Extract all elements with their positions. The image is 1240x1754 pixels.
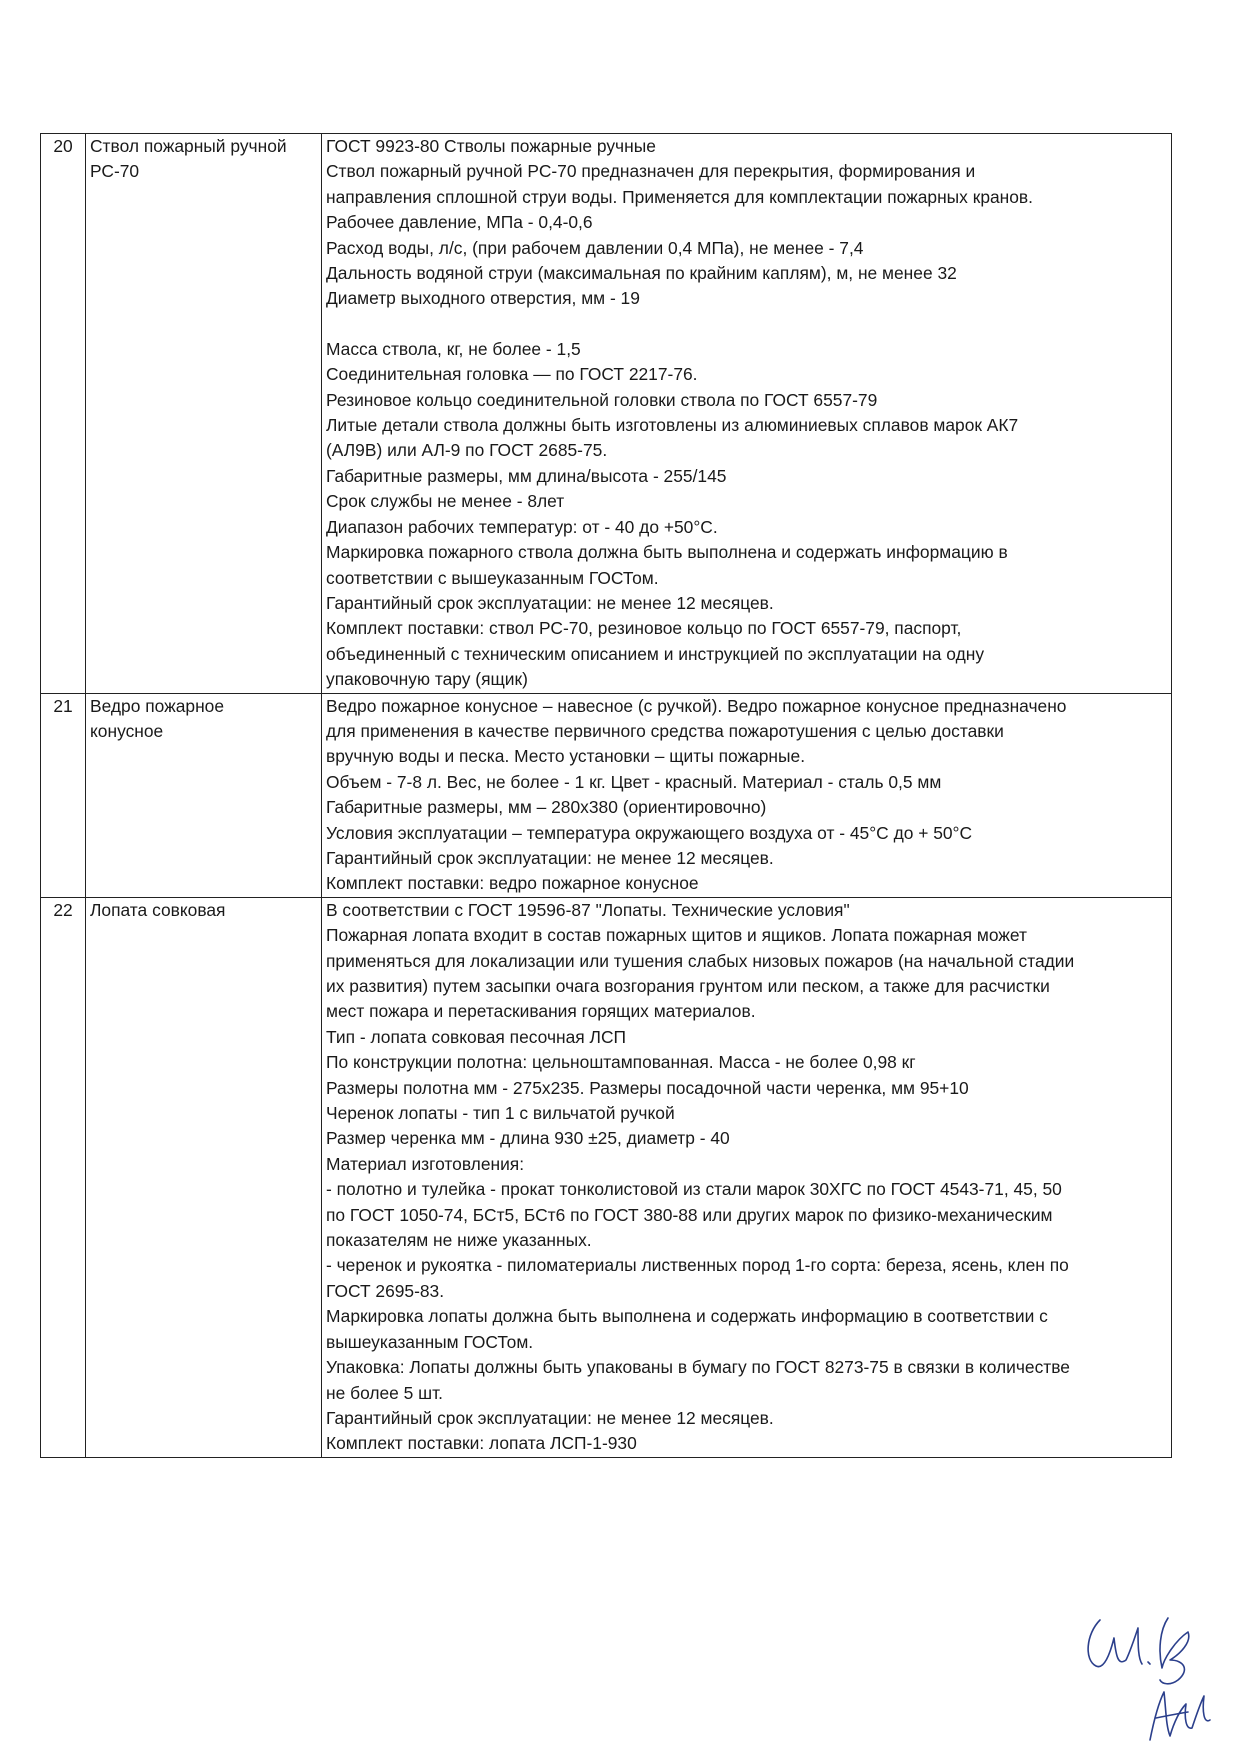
description-line: В соответствии с ГОСТ 19596-87 "Лопаты. Технические условия"	[326, 899, 850, 920]
description-line: Маркировка пожарного ствола должна быть выполнена и содержать информацию в	[326, 542, 1008, 563]
description-line: Габаритные размеры, мм – 280х380 (ориентировочно)	[326, 797, 767, 818]
description-line: Габаритные размеры, мм длина/высота - 255/145	[326, 465, 727, 486]
description-line: вышеуказанным ГОСТом.	[326, 1331, 534, 1352]
description-line: для применения в качестве первичного средства пожаротушения с целью доставки	[326, 720, 1004, 741]
description-line: Упаковка: Лопаты должны быть упакованы в бумагу по ГОСТ 8273-75 в связки в количестве	[326, 1357, 1070, 1378]
row-number: 22	[41, 897, 86, 1457]
item-name-line: Лопата совковая	[90, 899, 226, 920]
item-name-line: конусное	[90, 720, 164, 741]
description-line: Резиновое кольцо соединительной головки ствола по ГОСТ 6557-79	[326, 389, 878, 410]
description-line: Дальность водяной струи (максимальная по крайним каплям), м, не менее 32	[326, 263, 957, 284]
row-number: 21	[41, 693, 86, 897]
description-line: Соединительная головка — по ГОСТ 2217-76.	[326, 364, 698, 385]
description-line: Гарантийный срок эксплуатации: не менее 12 месяцев.	[326, 847, 774, 868]
description-line: Условия эксплуатации – температура окружающего воздуха от - 45°С до + 50°С	[326, 822, 973, 843]
description-line: Ведро пожарное конусное – навесное (с ручкой). Ведро пожарное конусное предназначено	[326, 695, 1067, 716]
description-line: ГОСТ 9923-80 Стволы пожарные ручные	[326, 136, 656, 156]
specification-table	[40, 133, 1172, 1458]
description-line: упаковочную тару (ящик)	[326, 669, 528, 690]
item-description	[322, 134, 1172, 694]
description-line: Материал изготовления:	[326, 1153, 525, 1174]
description-line: По конструкции полотна: цельноштампованная. Масса - не более 0,98 кг	[326, 1052, 916, 1073]
description-line: Пожарная лопата входит в состав пожарных щитов и ящиков. Лопата пожарная может	[326, 925, 1027, 946]
description-line: Черенок лопаты - тип 1 с вильчатой ручкой	[326, 1103, 675, 1124]
description-line: Размер черенка мм - длина 930 ±25, диаметр - 40	[326, 1128, 730, 1149]
table-row	[41, 693, 1172, 897]
item-name-line: РС-70	[90, 161, 140, 182]
description-line: объединенный с техническим описанием и инструкцией по эксплуатации на одну	[326, 643, 985, 664]
description-line: Ствол пожарный ручной РС-70 предназначен для перекрытия, формирования и	[326, 161, 976, 182]
description-line: Комплект поставки: ствол РС-70, резиновое кольцо по ГОСТ 6557-79, паспорт,	[326, 618, 962, 639]
table-row	[41, 134, 1172, 694]
handwritten-signature	[1080, 1600, 1220, 1750]
description-line: показателям не ниже указанных.	[326, 1230, 592, 1251]
description-line: Литые детали ствола должны быть изготовлены из алюминиевых сплавов марок АК7	[326, 415, 1019, 436]
description-line: Рабочее давление, МПа - 0,4-0,6	[326, 212, 593, 233]
description-line: Маркировка лопаты должна быть выполнена и содержать информацию в соответствии с	[326, 1306, 1048, 1327]
item-name-line: Ствол пожарный ручной	[90, 136, 287, 156]
description-line: вручную воды и песка. Место установки – щиты пожарные.	[326, 746, 806, 767]
description-line: соответствии с вышеуказанным ГОСТом.	[326, 567, 659, 588]
description-line: Масса ствола, кг, не более - 1,5	[326, 338, 581, 359]
description-line: Объем - 7-8 л. Вес, не более - 1 кг. Цвет - красный. Материал - сталь 0,5 мм	[326, 771, 942, 792]
description-line: - полотно и тулейка - прокат тонколистовой из стали марок 30ХГС по ГОСТ 4543-71, 45, 50	[326, 1179, 1062, 1200]
description-line: по ГОСТ 1050-74, БСт5, БСт6 по ГОСТ 380-88 или других марок по физико-механическим	[326, 1204, 1053, 1225]
description-line: направления сплошной струи воды. Применяется для комплектации пожарных кранов.	[326, 186, 1034, 207]
description-line: Диаметр выходного отверстия, мм - 19	[326, 288, 640, 309]
description-line: Гарантийный срок эксплуатации: не менее 12 месяцев.	[326, 592, 774, 613]
item-name	[86, 897, 322, 1457]
blank-line	[326, 312, 1167, 337]
description-line: - черенок и рукоятка - пиломатериалы лиственных пород 1-го сорта: береза, ясень, клен по	[326, 1255, 1069, 1276]
description-line: Срок службы не менее - 8лет	[326, 491, 565, 512]
item-name-line: Ведро пожарное	[90, 695, 225, 716]
description-line: Расход воды, л/с, (при рабочем давлении 0,4 МПа), не менее - 7,4	[326, 237, 864, 258]
description-line: Тип - лопата совковая песочная ЛСП	[326, 1026, 627, 1047]
description-line: Диапазон рабочих температур: от - 40 до +50°С.	[326, 516, 718, 537]
description-line: ГОСТ 2695-83.	[326, 1280, 445, 1301]
description-line: не более 5 шт.	[326, 1382, 444, 1403]
description-line: применяться для локализации или тушения слабых низовых пожаров (на начальной стадии	[326, 950, 1075, 971]
description-line: Гарантийный срок эксплуатации: не менее 12 месяцев.	[326, 1407, 774, 1428]
item-description	[322, 897, 1172, 1457]
description-line: Комплект поставки: лопата ЛСП-1-930	[326, 1433, 637, 1454]
description-line: (АЛ9В) или АЛ-9 по ГОСТ 2685-75.	[326, 440, 608, 461]
item-name	[86, 693, 322, 897]
item-description	[322, 693, 1172, 897]
table-row	[41, 897, 1172, 1457]
description-line: их развития) путем засыпки очага возгорания грунтом или песком, а также для расчистки	[326, 976, 1050, 996]
description-line: Размеры полотна мм - 275х235. Размеры посадочной части черенка, мм 95+10	[326, 1077, 969, 1098]
item-name	[86, 134, 322, 694]
row-number: 20	[41, 134, 86, 694]
description-line: Комплект поставки: ведро пожарное конусное	[326, 873, 699, 894]
description-line: мест пожара и перетаскивания горящих материалов.	[326, 1001, 756, 1022]
